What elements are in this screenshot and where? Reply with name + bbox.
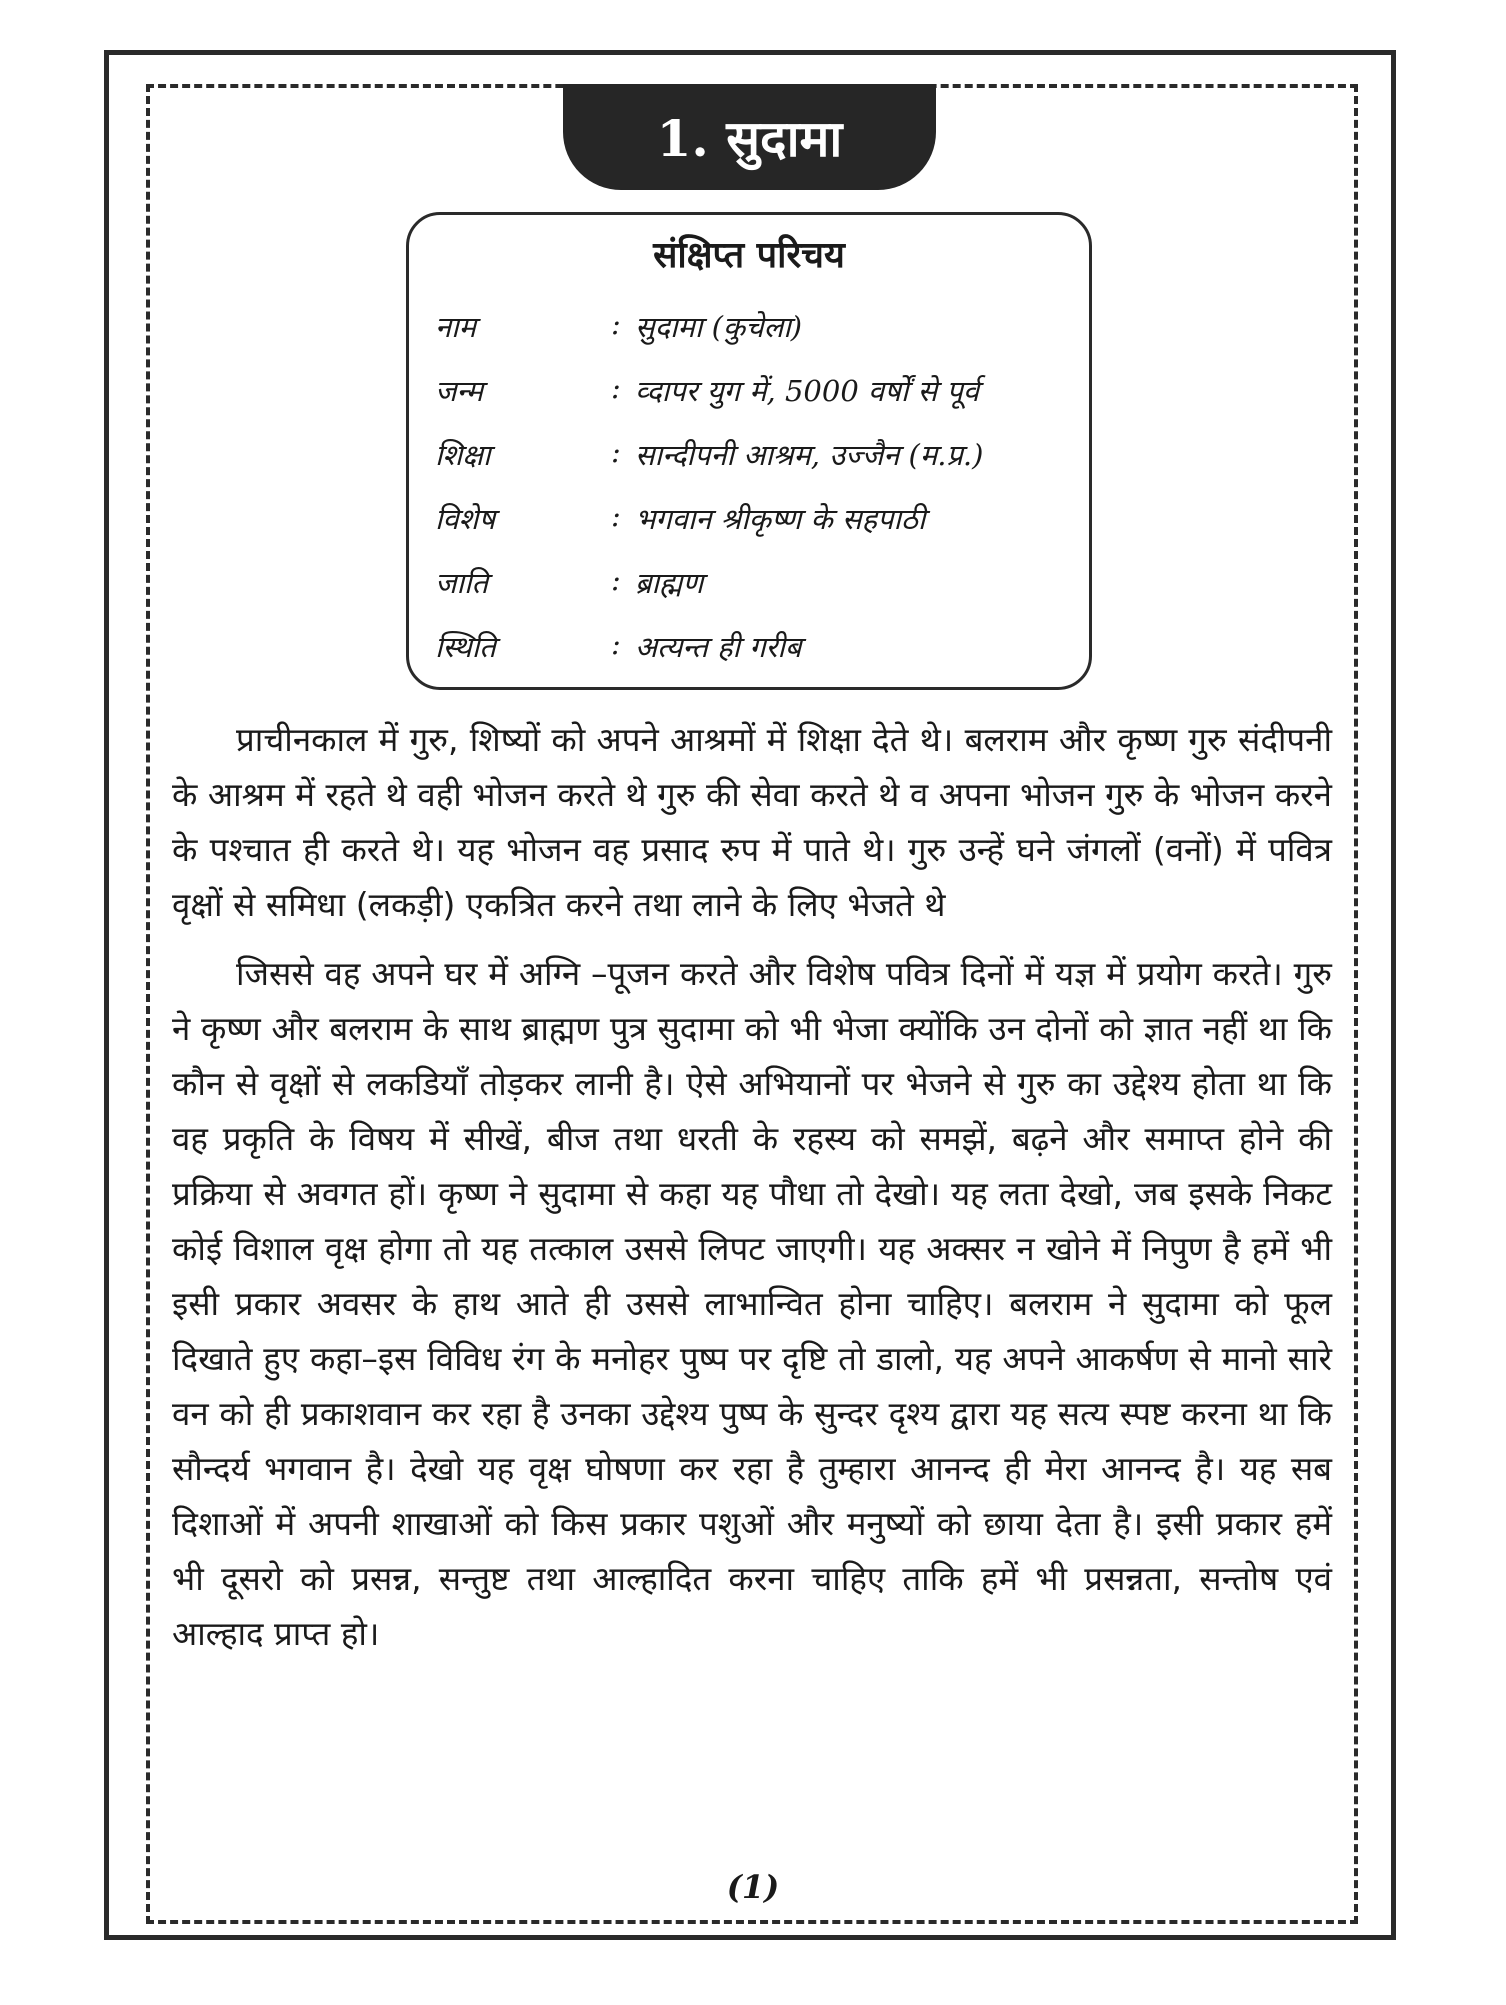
profile-value: ब्राह्मण (635, 566, 704, 600)
profile-label: नाम (435, 310, 476, 344)
profile-value: व्दापर युग में, 5000 वर्षों से पूर्व (635, 374, 980, 408)
profile-colon: : (611, 627, 621, 661)
profile-label: जन्म (435, 374, 484, 408)
profile-label: शिक्षा (435, 438, 491, 472)
profile-row-name (409, 307, 1089, 367)
profile-row-birth (409, 371, 1089, 431)
profile-colon: : (611, 435, 621, 469)
profile-heading: संक्षिप्त परिचय (653, 234, 845, 276)
profile-row-status (409, 627, 1089, 687)
profile-value: सुदामा (कुचेला) (635, 310, 803, 344)
profile-label: जाति (435, 566, 489, 600)
profile-colon: : (611, 307, 621, 341)
profile-colon: : (611, 371, 621, 405)
profile-label: स्थिति (435, 630, 496, 664)
page-number: (1) (726, 1868, 780, 1906)
profile-box (406, 212, 1092, 690)
profile-row-education (409, 435, 1089, 495)
body-text (172, 712, 1332, 1675)
profile-colon: : (611, 499, 621, 533)
profile-value: अत्यन्त ही गरीब (635, 630, 802, 664)
chapter-title: 1. सुदामा (656, 109, 843, 168)
profile-row-caste (409, 563, 1089, 623)
profile-row-special (409, 499, 1089, 559)
paragraph-1: प्राचीनकाल में गुरु, शिष्यों को अपने आश्रमों में शिक्षा देते थे। बलराम और कृष्ण गुरु संदीपनी के आश्रम में रहते थे वही भोजन करते थे गुरु की सेवा करते थे व अपना भोजन गुरु के भोजन करने के पश्चात ही करते थे। यह भोजन वह प्रसाद रुप में पाते थे। गुरु उन्हें घने जंगलों (वनों) में पवित्र वृक्षों से समिधा (लकड़ी) एकत्रित करने तथा लाने के लिए भेजते थे (172, 720, 1332, 924)
chapter-title-tab (563, 84, 936, 190)
profile-value: सान्दीपनी आश्रम, उज्जैन (म.प्र.) (635, 438, 984, 472)
profile-label: विशेष (435, 502, 496, 536)
profile-value: भगवान श्रीकृष्ण के सहपाठी (635, 502, 926, 536)
paragraph-2: जिससे वह अपने घर में अग्नि –पूजन करते और विशेष पवित्र दिनों में यज्ञ में प्रयोग करते। गुरु ने कृष्ण और बलराम के साथ ब्राह्मण पुत्र सुदामा को भी भेजा क्योंकि उन दोनों को ज्ञात नहीं था कि कौन से वृक्षों से लकडियाँ तोड़कर लानी है। ऐसे अभियानों पर भेजने से गुरु का उद्देश्य होता था कि वह प्रकृति के विषय में सीखें, बीज तथा धरती के रहस्य को समझें, बढ़ने और समाप्त होने की प्रक्रिया से अवगत हों। कृष्ण ने सुदामा से कहा यह पौधा तो देखो। यह लता देखो, जब इसके निकट कोई विशाल वृक्ष होगा तो यह तत्काल उससे लिपट जाएगी। यह अक्सर न खोने में निपुण है हमें भी इसी प्रकार अवसर के हाथ आते ही उससे लाभान्वित होना चाहिए। बलराम ने सुदामा को फूल दिखाते हुए कहा–इस विविध रंग के मनोहर पुष्प पर दृष्टि तो डालो, यह अपने आकर्षण से मानो सारे वन को ही प्रकाशवान कर रहा है उनका उद्देश्य पुष्प के सुन्दर दृश्य द्वारा यह सत्य स्पष्ट करना था कि सौन्दर्य भगवान है। देखो यह वृक्ष घोषणा कर रहा है तुम्हारा आनन्द ही मेरा आनन्द है। यह सब दिशाओं में अपनी शाखाओं को किस प्रकार पशुओं और मनुष्यों को छाया देता है। इसी प्रकार हमें भी दूसरो को प्रसन्न, सन्तुष्ट तथा आल्हादित करना चाहिए ताकि हमें भी प्रसन्नता, सन्तोष एवं आल्हाद प्राप्त हो। (172, 954, 1332, 1653)
profile-colon: : (611, 563, 621, 597)
